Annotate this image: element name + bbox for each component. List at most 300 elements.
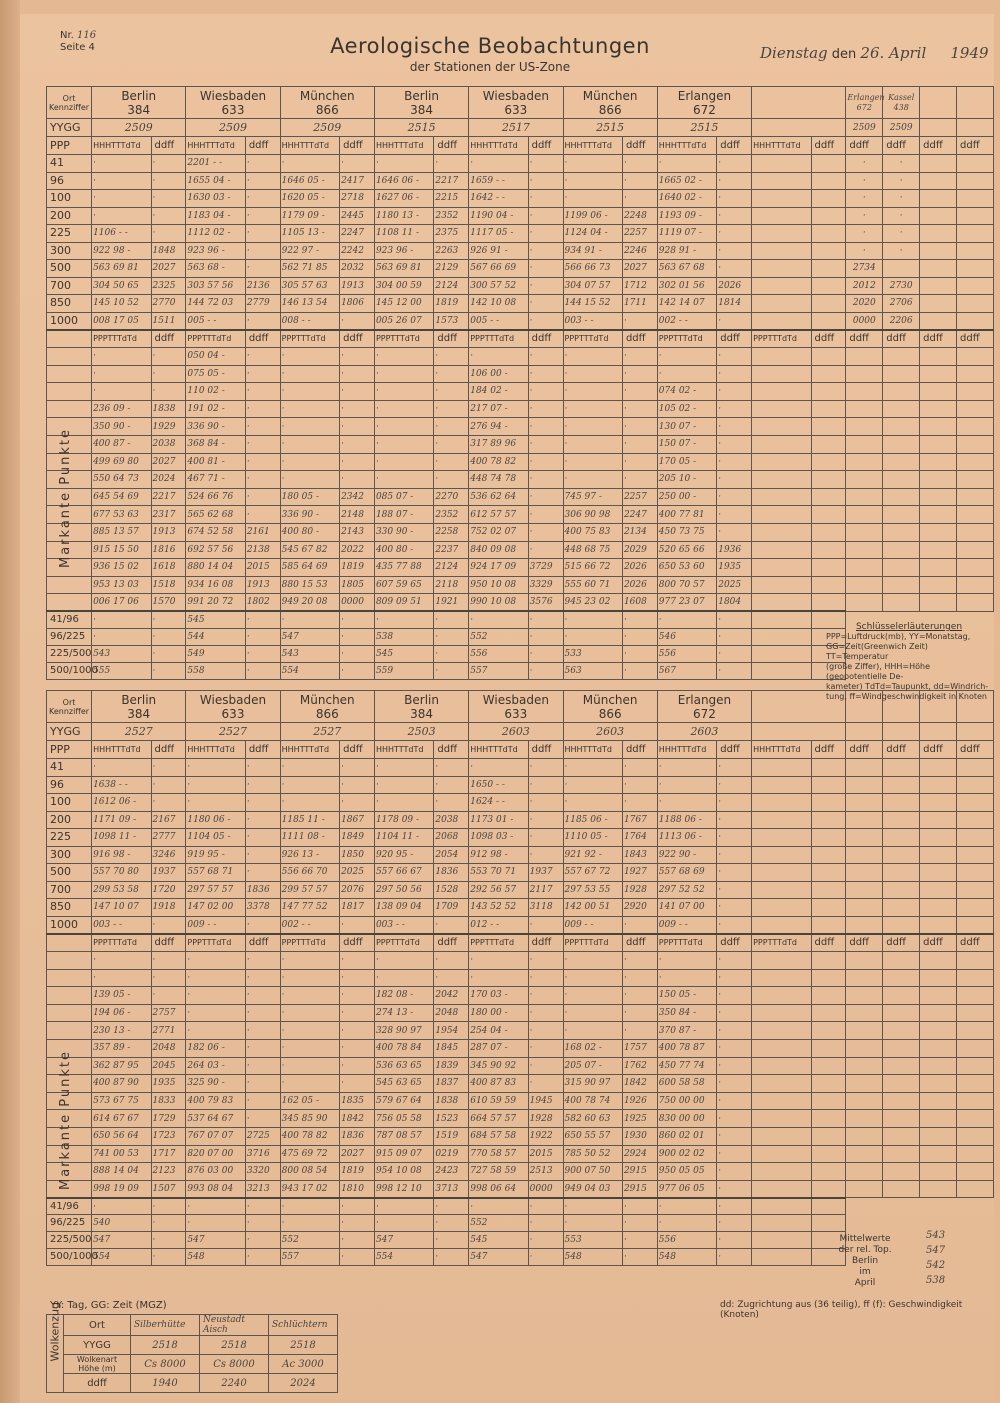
markante-cell: 900 07 50 (563, 1163, 622, 1181)
obs-cell: 1620 05 - (280, 190, 339, 208)
ddff-header: ddff (717, 137, 752, 155)
mean-cell: · (280, 611, 339, 628)
mean-cell: 548 (563, 1249, 622, 1266)
markante-cell: · (340, 1039, 375, 1057)
layer-label: 500/1000 (47, 1249, 92, 1266)
mean-cell: · (280, 1198, 339, 1215)
obs-cell: 563 69 81 (374, 260, 433, 278)
hhh-header: HHHTTTdTd (92, 741, 151, 759)
mean-cell: 547 (374, 1232, 433, 1249)
markante-cell: · (245, 1057, 280, 1075)
markante-cell: · (657, 348, 716, 366)
markante-cell: 182 06 - (186, 1039, 245, 1057)
markante-cell: · (622, 400, 657, 418)
obs-cell: 2263 (434, 242, 469, 260)
obs-cell: · (280, 759, 339, 777)
obs-cell: 562 71 85 (280, 260, 339, 278)
mean-cell: · (622, 1215, 657, 1232)
extra-cell: · (883, 225, 920, 243)
markante-cell: 1845 (434, 1039, 469, 1057)
obs-cell: · (151, 172, 186, 190)
obs-cell: 1098 03 - (469, 829, 528, 847)
obs-cell: 2375 (434, 225, 469, 243)
markante-cell: · (469, 348, 528, 366)
markante-cell: · (151, 969, 186, 987)
markante-cell: · (528, 435, 563, 453)
obs-cell: · (374, 155, 433, 173)
markante-cell: 0000 (528, 1180, 563, 1198)
markante-cell: · (186, 952, 245, 970)
obs-cell: 1624 - - (469, 794, 528, 812)
obs-cell: 1867 (340, 811, 375, 829)
markante-cell: · (622, 348, 657, 366)
markante-cell: 2026 (622, 559, 657, 577)
extra-cell: 2734 (846, 260, 883, 278)
markante-cell: 1519 (434, 1127, 469, 1145)
ddff-header: ddff (717, 741, 752, 759)
markante-cell: · (434, 952, 469, 970)
hhh-header: HHHTTTdTd (280, 137, 339, 155)
ddff-header: ddff (883, 934, 920, 952)
obs-cell: 009 - - (186, 916, 245, 934)
station-header: Berlin 384 (374, 87, 468, 119)
markante-cell: 934 16 08 (186, 576, 245, 594)
obs-cell: · (245, 190, 280, 208)
station-header: Berlin 384 (92, 87, 186, 119)
obs-cell: 304 07 57 (563, 277, 622, 295)
obs-cell: 1650 - - (469, 776, 528, 794)
mean-cell: · (245, 1198, 280, 1215)
markante-cell: · (151, 383, 186, 401)
mean-cell: · (657, 1215, 716, 1232)
yygg-value: 2527 (186, 723, 280, 741)
ppp-level: 96 (47, 172, 92, 190)
ddff-header: ddff (920, 741, 957, 759)
mean-cell: · (434, 628, 469, 645)
markante-cell: 1757 (622, 1039, 657, 1057)
obs-cell: · (434, 916, 469, 934)
obs-cell: · (622, 794, 657, 812)
obs-cell: · (717, 260, 752, 278)
markante-cell: 306 90 98 (563, 506, 622, 524)
obs-cell: 553 70 71 (469, 864, 528, 882)
markante-cell: · (245, 400, 280, 418)
mean-cell: · (717, 1249, 752, 1266)
obs-cell: · (245, 811, 280, 829)
markante-cell: · (622, 435, 657, 453)
markante-cell: 645 54 69 (92, 488, 151, 506)
markante-cell: 400 78 87 (657, 1039, 716, 1057)
obs-cell: · (717, 776, 752, 794)
markante-cell: 139 05 - (92, 987, 151, 1005)
ddff-header: ddff (622, 330, 657, 348)
markante-cell: · (245, 969, 280, 987)
markante-cell: · (717, 1127, 752, 1145)
markante-cell: · (245, 488, 280, 506)
markante-cell: 2217 (151, 488, 186, 506)
obs-cell: 1836 (434, 864, 469, 882)
markante-cell: · (563, 1022, 622, 1040)
markante-cell: 1837 (434, 1075, 469, 1093)
obs-cell: 1528 (434, 881, 469, 899)
mean-cell: · (151, 1198, 186, 1215)
obs-cell: 2777 (151, 829, 186, 847)
mean-cell: 554 (374, 1249, 433, 1266)
obs-cell: 557 68 69 (657, 864, 716, 882)
obs-cell: · (563, 172, 622, 190)
extra-cell: 2206 (883, 312, 920, 330)
obs-cell: · (563, 759, 622, 777)
wolkenzug-label: Wolkenzug (47, 1315, 64, 1393)
markante-cell: 2915 (622, 1180, 657, 1198)
markante-cell: 170 03 - (469, 987, 528, 1005)
obs-cell: 003 - - (92, 916, 151, 934)
markante-cell: · (657, 969, 716, 987)
markante-cell: 1842 (340, 1110, 375, 1128)
markante-cell: 977 06 05 (657, 1180, 716, 1198)
markante-cell: · (340, 400, 375, 418)
markante-cell: · (563, 348, 622, 366)
obs-cell: 144 72 03 (186, 295, 245, 313)
markante-cell: · (92, 365, 151, 383)
year: 1949 (950, 44, 989, 62)
ddff-header: ddff (920, 934, 957, 952)
obs-cell: 2770 (151, 295, 186, 313)
obs-cell: 2718 (340, 190, 375, 208)
yygg-value: 2515 (657, 119, 751, 137)
obs-cell: 147 02 00 (186, 899, 245, 917)
obs-cell: 1655 04 - (186, 172, 245, 190)
hhh-header: HHHTTTdTd (563, 137, 622, 155)
mean-cell: · (340, 628, 375, 645)
obs-cell: 297 57 57 (186, 881, 245, 899)
mean-cell: · (92, 611, 151, 628)
markante-cell: · (528, 987, 563, 1005)
obs-cell: · (622, 776, 657, 794)
markante-cell: · (245, 365, 280, 383)
markante-cell: · (374, 348, 433, 366)
markante-cell: · (340, 471, 375, 489)
obs-cell: 1630 03 - (186, 190, 245, 208)
footer-note-left: YY: Tag, GG: Zeit (MGZ) (50, 1300, 167, 1311)
markante-cell: 2118 (434, 576, 469, 594)
mean-cell: 543 (280, 645, 339, 662)
markante-cell: 809 09 51 (374, 594, 433, 612)
obs-cell: 145 10 52 (92, 295, 151, 313)
markante-cell: 2025 (717, 576, 752, 594)
markante-cell: 953 13 03 (92, 576, 151, 594)
markante-cell: · (374, 969, 433, 987)
obs-cell: 563 67 68 (657, 260, 716, 278)
markante-cell: · (563, 435, 622, 453)
extra-cell: 2730 (883, 277, 920, 295)
markante-cell: · (245, 471, 280, 489)
markante-cell: · (622, 418, 657, 436)
mean-cell: · (434, 1232, 469, 1249)
obs-cell: 142 00 51 (563, 899, 622, 917)
markante-cell: 614 67 67 (92, 1110, 151, 1128)
legend-line: (große Ziffer), HHH=Höhe (geopotentielle De- (826, 662, 930, 681)
mean-cell: · (528, 1232, 563, 1249)
obs-cell: · (340, 794, 375, 812)
obs-cell: · (374, 794, 433, 812)
markante-cell: 194 06 - (92, 1004, 151, 1022)
extra-cell: · (883, 155, 920, 173)
mean-cell: · (434, 1215, 469, 1232)
markante-cell: 2015 (528, 1145, 563, 1163)
markante-cell: · (151, 365, 186, 383)
obs-cell: 1642 - - (469, 190, 528, 208)
obs-cell: 1108 11 - (374, 225, 433, 243)
obs-cell: · (340, 759, 375, 777)
markante-cell: 1836 (340, 1127, 375, 1145)
markante-cell: 607 59 65 (374, 576, 433, 594)
obs-cell: · (434, 759, 469, 777)
markante-cell: 1507 (151, 1180, 186, 1198)
markante-cell: 524 66 76 (186, 488, 245, 506)
mean-cell: · (528, 1249, 563, 1266)
markante-cell: 1930 (622, 1127, 657, 1145)
obs-cell: · (280, 776, 339, 794)
obs-cell: · (469, 759, 528, 777)
markante-cell: 537 64 67 (186, 1110, 245, 1128)
mean-cell: · (186, 1215, 245, 1232)
mean-cell: 545 (469, 1232, 528, 1249)
station-header: Erlangen 672 (657, 87, 751, 119)
layer-label: 41/96 (47, 1198, 92, 1215)
station-header: Berlin 384 (374, 691, 468, 723)
obs-cell: 144 15 52 (563, 295, 622, 313)
obs-cell: 928 91 - (657, 242, 716, 260)
obs-cell: 009 - - (657, 916, 716, 934)
obs-cell: 003 - - (563, 312, 622, 330)
markante-cell: 315 90 97 (563, 1075, 622, 1093)
markante-cell: 1833 (151, 1092, 186, 1110)
yygg-value: 2509 (280, 119, 374, 137)
ddff-header: ddff (883, 330, 920, 348)
ddff-header: ddff (622, 934, 657, 952)
markante-cell: · (563, 400, 622, 418)
obs-cell: · (245, 312, 280, 330)
ppp-level: 500 (47, 864, 92, 882)
obs-cell: 2038 (434, 811, 469, 829)
markante-cell: 188 07 - (374, 506, 433, 524)
markante-cell: · (717, 418, 752, 436)
markante-cell: 250 00 - (657, 488, 716, 506)
markante-cell: 800 70 57 (657, 576, 716, 594)
markante-cell: 915 09 07 (374, 1145, 433, 1163)
mean-cell: · (622, 1249, 657, 1266)
yygg-value: 2515 (563, 119, 657, 137)
ppp-level: 100 (47, 190, 92, 208)
obs-cell: 1711 (622, 295, 657, 313)
obs-cell: · (245, 846, 280, 864)
layer-label: 96/225 (47, 628, 92, 645)
hhh-header: HHHTTTdTd (186, 741, 245, 759)
markante-cell: 1805 (340, 576, 375, 594)
mean-cell: · (151, 645, 186, 662)
obs-cell: 005 - - (469, 312, 528, 330)
markante-cell: 945 23 02 (563, 594, 622, 612)
markante-cell: 170 05 - (657, 453, 716, 471)
mean-cell: · (434, 645, 469, 662)
markante-cell: · (528, 1004, 563, 1022)
markante-cell: · (622, 471, 657, 489)
obs-cell: 1199 06 - (563, 207, 622, 225)
extra-cell: 2012 (846, 277, 883, 295)
obs-cell: 1937 (528, 864, 563, 882)
markante-cell: 949 20 08 (280, 594, 339, 612)
markante-cell: · (374, 418, 433, 436)
obs-cell: 145 12 00 (374, 295, 433, 313)
markante-cell: 664 57 57 (469, 1110, 528, 1128)
markante-cell: 3213 (245, 1180, 280, 1198)
obs-cell: · (528, 846, 563, 864)
markante-cell: 182 08 - (374, 987, 433, 1005)
obs-cell: · (717, 846, 752, 864)
markante-cell: · (434, 348, 469, 366)
obs-cell: · (657, 794, 716, 812)
yygg-label: YYGG (47, 119, 92, 137)
obs-cell: 2117 (528, 881, 563, 899)
hhh-header: HHHTTTdTd (563, 741, 622, 759)
obs-cell: 2920 (622, 899, 657, 917)
mean-cell: 556 (469, 645, 528, 662)
mean-cell: · (717, 662, 752, 679)
markante-cell: · (717, 1039, 752, 1057)
markante-cell: · (92, 348, 151, 366)
markante-cell: 830 00 00 (657, 1110, 716, 1128)
markante-cell: · (717, 348, 752, 366)
layer-label: 41/96 (47, 611, 92, 628)
markante-cell: 536 62 64 (469, 488, 528, 506)
obs-cell: · (245, 242, 280, 260)
ddff-header: ddff (340, 137, 375, 155)
obs-cell: 2257 (622, 225, 657, 243)
markante-cell: · (528, 506, 563, 524)
mean-cell: 553 (563, 1232, 622, 1249)
obs-cell: · (528, 260, 563, 278)
hhh-header: HHHTTTdTd (374, 137, 433, 155)
mean-cell: · (151, 1249, 186, 1266)
obs-cell: 1104 11 - (374, 829, 433, 847)
pppt-header: PPPTTTdTd (469, 934, 528, 952)
markante-cell: 954 10 08 (374, 1163, 433, 1181)
ddff-header: ddff (883, 741, 920, 759)
obs-cell: · (717, 242, 752, 260)
markante-cell: 650 55 57 (563, 1127, 622, 1145)
obs-cell: 1927 (622, 864, 657, 882)
markante-cell: 2771 (151, 1022, 186, 1040)
station-header: Wiesbaden 633 (469, 691, 563, 723)
key-legend (826, 622, 992, 701)
markante-cell: 350 90 - (92, 418, 151, 436)
markante-cell: 330 90 - (374, 523, 433, 541)
obs-cell: 292 56 57 (469, 881, 528, 899)
obs-cell: 2032 (340, 260, 375, 278)
obs-cell: 1105 13 - (280, 225, 339, 243)
markante-cell: 2757 (151, 1004, 186, 1022)
markante-cell: · (245, 418, 280, 436)
obs-cell: · (245, 916, 280, 934)
obs-cell: · (186, 794, 245, 812)
ppp-label: PPP (47, 137, 92, 155)
pppt-header: PPPTTTdTd (186, 934, 245, 952)
obs-cell: 3118 (528, 899, 563, 917)
markante-cell: 800 08 54 (280, 1163, 339, 1181)
obs-cell: · (622, 759, 657, 777)
obs-cell: · (151, 207, 186, 225)
mean-cell: 547 (280, 628, 339, 645)
obs-cell: · (622, 916, 657, 934)
markante-cell: 448 68 75 (563, 541, 622, 559)
markante-cell: 230 13 - (92, 1022, 151, 1040)
mean-cell: · (92, 628, 151, 645)
markante-cell: 2026 (622, 576, 657, 594)
ddff-header: ddff (622, 137, 657, 155)
extra-station-header: Erlangen 672 (846, 87, 883, 119)
markante-cell: 2352 (434, 506, 469, 524)
obs-cell: 003 - - (374, 916, 433, 934)
markante-cell: 1804 (717, 594, 752, 612)
extra-cell: 2020 (846, 295, 883, 313)
mean-cell: 554 (92, 1249, 151, 1266)
markante-cell: 1729 (151, 1110, 186, 1128)
ppp-level: 300 (47, 846, 92, 864)
mean-cell: 557 (469, 662, 528, 679)
ppp-level: 200 (47, 811, 92, 829)
markante-cell: 180 05 - (280, 488, 339, 506)
obs-cell: 1665 02 - (657, 172, 716, 190)
obs-cell: 916 98 - (92, 846, 151, 864)
obs-cell: · (528, 207, 563, 225)
markante-cell: 191 02 - (186, 400, 245, 418)
obs-cell: 2352 (434, 207, 469, 225)
markante-cell: 677 53 63 (92, 506, 151, 524)
mean-cell: · (622, 645, 657, 662)
obs-cell: 305 57 63 (280, 277, 339, 295)
markante-cell: 876 03 00 (186, 1163, 245, 1181)
obs-cell: 567 66 69 (469, 260, 528, 278)
mean-cell: 557 (280, 1249, 339, 1266)
pppt-header: PPPTTTdTd (374, 934, 433, 952)
markante-cell: 2513 (528, 1163, 563, 1181)
markante-cell: · (340, 952, 375, 970)
markante-cell: 950 10 08 (469, 576, 528, 594)
markante-cell: 998 06 64 (469, 1180, 528, 1198)
obs-cell: 557 68 71 (186, 864, 245, 882)
yygg-value: 2517 (469, 119, 563, 137)
obs-cell: · (563, 776, 622, 794)
hhh-header: HHHTTTdTd (752, 741, 811, 759)
ppp-level: 96 (47, 776, 92, 794)
obs-cell: 923 96 - (374, 242, 433, 260)
obs-cell: 1178 09 - (374, 811, 433, 829)
obs-cell: · (717, 864, 752, 882)
markante-cell: 2148 (340, 506, 375, 524)
obs-cell: · (92, 155, 151, 173)
mean-cell: · (563, 1215, 622, 1232)
page-number: Nr. 116 Seite 4 (60, 30, 97, 53)
obs-cell: · (245, 260, 280, 278)
markante-cell: 368 84 - (186, 435, 245, 453)
ppp-level: 225 (47, 829, 92, 847)
mean-cell: 552 (469, 628, 528, 645)
obs-cell: 1843 (622, 846, 657, 864)
markante-cell: 276 94 - (469, 418, 528, 436)
pppt-header: PPPTTTdTd (280, 330, 339, 348)
markante-cell: · (245, 1022, 280, 1040)
